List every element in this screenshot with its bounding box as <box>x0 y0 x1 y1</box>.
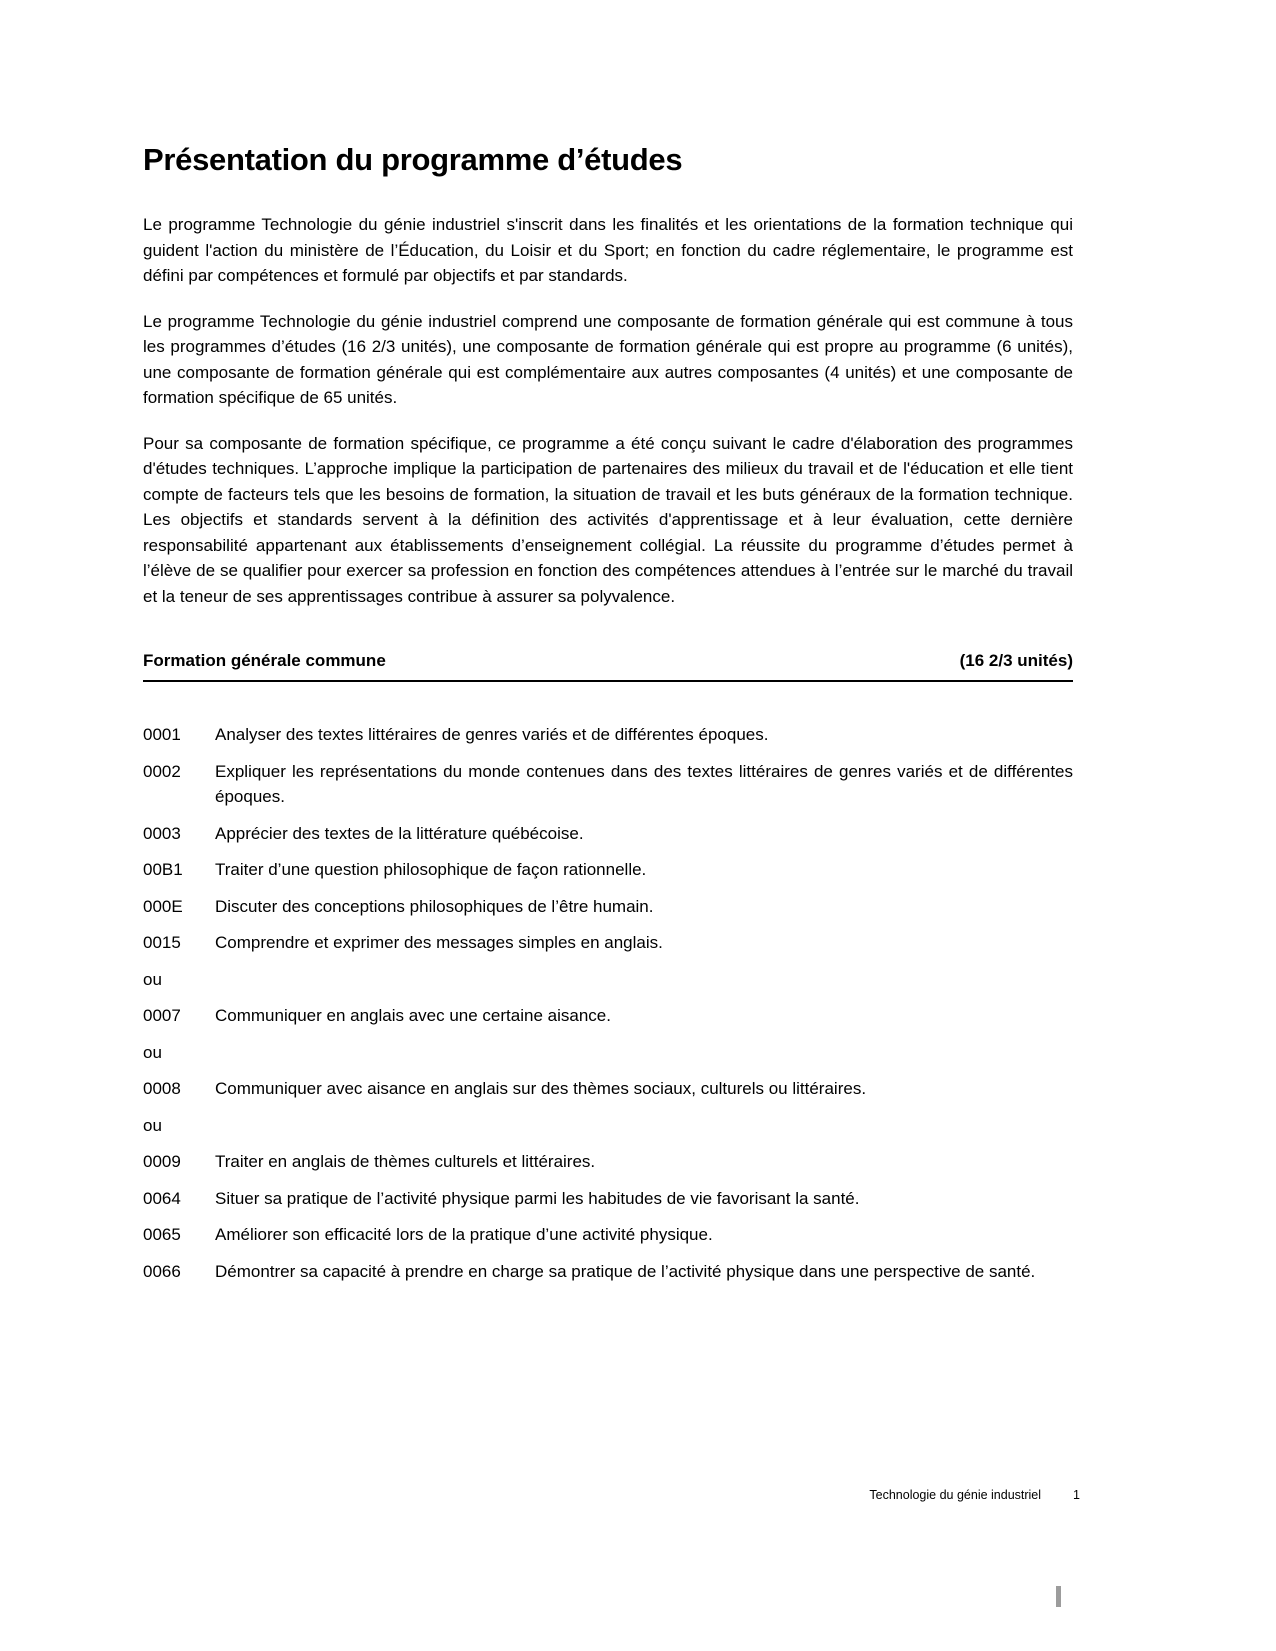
page-footer <box>143 1488 1080 1502</box>
page-title: Présentation du programme d’études <box>143 142 683 177</box>
competency-code: 0064 <box>143 1188 181 1208</box>
competency-row <box>143 894 1073 920</box>
section-header <box>143 651 1073 682</box>
competency-row <box>143 722 1073 748</box>
competency-text: Communiquer en anglais avec une certaine aisance. <box>215 1006 611 1025</box>
page-content <box>143 142 1073 1295</box>
competency-text: Analyser des textes littéraires de genres variés et de différentes époques. <box>215 725 769 744</box>
section-title: Formation générale commune <box>143 651 386 670</box>
competency-text: Démontrer sa capacité à prendre en charge sa pratique de l’activité physique dans une perspective de santé. <box>215 1261 1036 1281</box>
section-units: (16 2/3 unités) <box>959 651 1073 670</box>
competency-code: 0001 <box>143 725 181 744</box>
competency-text: Apprécier des textes de la littérature québécoise. <box>215 823 584 843</box>
competency-row <box>143 857 1073 883</box>
or-label: ou <box>143 1042 162 1062</box>
or-separator-row <box>143 1113 1073 1139</box>
or-separator-row <box>143 1040 1073 1066</box>
or-label: ou <box>143 1115 162 1135</box>
competency-row <box>143 1003 1073 1029</box>
or-label: ou <box>143 969 162 989</box>
footer-page-number: 1 <box>1073 1488 1080 1502</box>
competency-row <box>143 930 1073 956</box>
or-separator-row <box>143 967 1073 993</box>
competency-code: 0066 <box>143 1261 181 1281</box>
competency-row <box>143 821 1073 847</box>
competency-code: 00B1 <box>143 860 183 879</box>
competency-code: 0065 <box>143 1225 181 1244</box>
competency-row <box>143 1259 1073 1285</box>
competency-code: 0015 <box>143 933 181 952</box>
competency-text: Situer sa pratique de l’activité physique parmi les habitudes de vie favorisant la santé. <box>215 1188 860 1208</box>
intro-paragraph-3: Pour sa composante de formation spécifique, ce programme a été conçu suivant le cadre d'élaboration des programmes d'études techniques. L’approche implique la participation de partenaires des milieux du travail et de l'éducation et elle tient compte de facteurs tels que les besoins de formation, la situation de travail et les buts généraux de la formation technique. Les objectifs et standards servent à la définition des activités d'apprentissage et à leur évaluation, cette dernière responsabilité appartenant aux établissements d’enseignement collégial. La réussite du programme d’études permet à l’élève de se qualifier pour exercer sa profession en fonction des compétences attendues à l’entrée sur le marché du travail et la teneur de ses apprentissages contribue à assurer sa polyvalence. <box>143 433 1073 606</box>
intro-paragraph-2: Le programme Technologie du génie industriel comprend une composante de formation générale qui est commune à tous les programmes d’études (16 2/3 unités), une composante de formation générale qui est propre au programme (6 unités), une composante de formation générale qui est complémentaire aux autres composantes (4 unités) et une composante de formation spécifique de 65 unités. <box>143 311 1073 407</box>
competency-code: 0002 <box>143 761 181 781</box>
competency-code: 0003 <box>143 823 181 843</box>
intro-paragraph-1: Le programme Technologie du génie industriel s'inscrit dans les finalités et les orientations de la formation technique qui guident l'action du ministère de l’Éducation, du Loisir et du Sport; en fonction du cadre réglementaire, le programme est défini par compétences et formulé par objectifs et par standards. <box>143 215 1073 285</box>
competency-text: Communiquer avec aisance en anglais sur des thèmes sociaux, culturels ou littéraires. <box>215 1079 867 1098</box>
footer-marker-bar <box>1056 1586 1061 1607</box>
competency-code: 0007 <box>143 1006 181 1025</box>
competency-row <box>143 1076 1073 1102</box>
footer-doc-title: Technologie du génie industriel <box>869 1488 1042 1502</box>
competency-text: Traiter d’une question philosophique de façon rationnelle. <box>215 860 647 879</box>
competency-text: Comprendre et exprimer des messages simples en anglais. <box>215 933 663 952</box>
competency-code: 0008 <box>143 1079 181 1098</box>
intro-paragraphs <box>143 212 1073 609</box>
competency-row <box>143 1149 1073 1175</box>
competency-list <box>143 722 1073 1284</box>
competency-text: Expliquer les représentations du monde contenues dans des textes littéraires de genres variés et de différentes époques. <box>215 761 1073 806</box>
competency-row <box>143 1186 1073 1212</box>
competency-code: 0009 <box>143 1152 181 1171</box>
competency-code: 000E <box>143 896 183 916</box>
competency-row <box>143 759 1073 810</box>
competency-text: Améliorer son efficacité lors de la pratique d’une activité physique. <box>215 1225 713 1244</box>
competency-text: Discuter des conceptions philosophiques de l’être humain. <box>215 896 654 916</box>
competency-text: Traiter en anglais de thèmes culturels et littéraires. <box>215 1152 596 1171</box>
competency-row <box>143 1222 1073 1248</box>
